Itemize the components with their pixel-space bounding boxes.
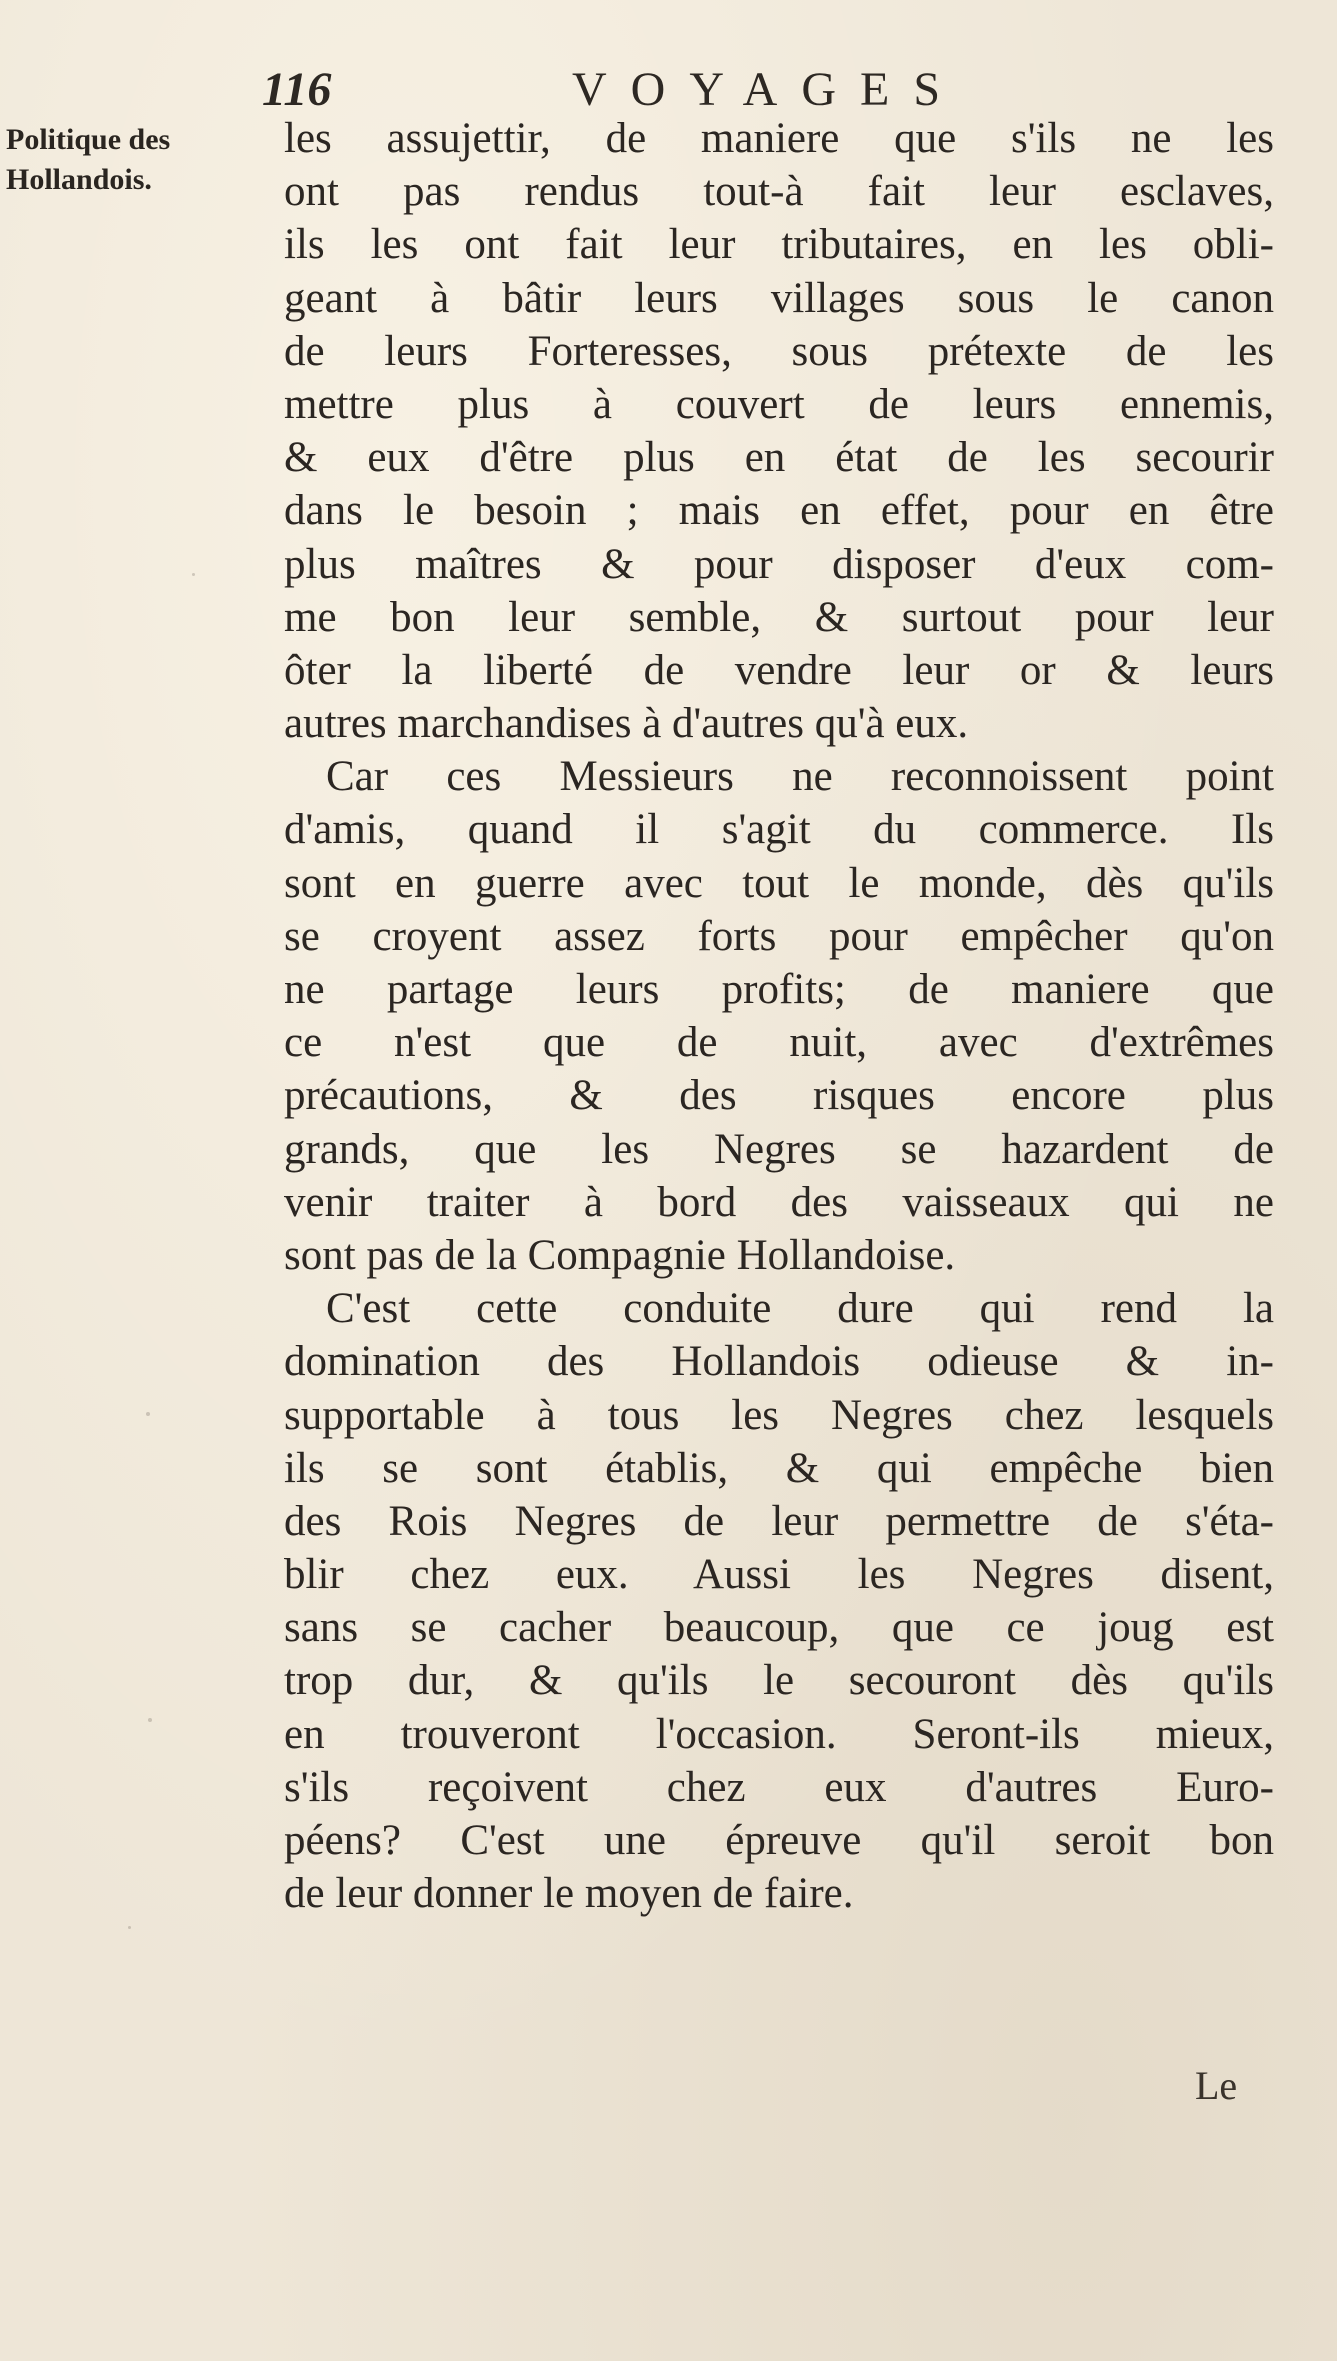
text-line: dans le besoin ; mais en effet, pour en être (284, 487, 1274, 535)
text-line: ils les ont fait leur tributaires, en les obli- (284, 221, 1274, 269)
page-number: 116 (262, 63, 332, 116)
text-line: ne partage leurs profits; de maniere que (284, 966, 1274, 1013)
catchword: Le (1195, 2063, 1238, 2108)
margin-note-line: Hollandois. (6, 163, 152, 196)
paper-speck (128, 1926, 131, 1929)
text-line: me bon leur semble, & surtout pour leur (284, 593, 1274, 641)
text-line: venir traiter à bord des vaisseaux qui ne (284, 1178, 1274, 1226)
margin-note (6, 120, 216, 200)
paper-speck (146, 1412, 150, 1416)
text-line: s'ils reçoivent chez eux d'autres Euro- (284, 1763, 1274, 1811)
text-line: de leur donner le moyen de faire. (284, 1870, 854, 1918)
text-line: de leurs Forteresses, sous prétexte de les (284, 327, 1274, 375)
text-line: les assujettir, de maniere que s'ils ne les (284, 115, 1274, 162)
text-line: en trouveront l'occasion. Seront-ils mieux, (284, 1710, 1274, 1758)
text-line: & eux d'être plus en état de les secourir (284, 434, 1274, 482)
margin-note-line: Politique des (6, 123, 171, 156)
text-line: sont en guerre avec tout le monde, dès qu'ils (284, 859, 1274, 907)
text-line: des Rois Negres de leur permettre de s'éta- (284, 1497, 1274, 1545)
text-line: se croyent assez forts pour empêcher qu'on (284, 912, 1274, 960)
text-line: sans se cacher beaucoup, que ce joug est (284, 1604, 1274, 1652)
body-text (284, 112, 1274, 1920)
paper-speck (192, 573, 195, 576)
text-line: péens? C'est une épreuve qu'il seroit bon (284, 1817, 1274, 1864)
text-line: geant à bâtir leurs villages sous le canon (284, 274, 1274, 322)
text-line: précautions, & des risques encore plus (284, 1072, 1274, 1120)
text-line: autres marchandises à d'autres qu'à eux. (284, 700, 969, 748)
paper-speck (148, 1718, 152, 1722)
text-line: sont pas de la Compagnie Hollandoise. (284, 1231, 956, 1279)
text-line: ont pas rendus tout-à fait leur esclaves, (284, 168, 1274, 216)
text-line: C'est cette conduite dure qui rend la (326, 1285, 1274, 1333)
running-title: VOYAGES (572, 63, 965, 116)
text-line: ce n'est que de nuit, avec d'extrêmes (284, 1019, 1274, 1067)
text-line: plus maîtres & pour disposer d'eux com- (284, 540, 1274, 588)
text-line: domination des Hollandois odieuse & in- (284, 1338, 1274, 1386)
text-line: d'amis, quand il s'agit du commerce. Ils (284, 806, 1274, 854)
text-line: ils se sont établis, & qui empêche bien (284, 1444, 1274, 1492)
text-line: ôter la liberté de vendre leur or & leurs (284, 646, 1274, 694)
text-line: blir chez eux. Aussi les Negres disent, (284, 1551, 1274, 1599)
text-line: supportable à tous les Negres chez lesquels (284, 1391, 1274, 1439)
text-line: grands, que les Negres se hazardent de (284, 1125, 1274, 1173)
text-line: Car ces Messieurs ne reconnoissent point (326, 753, 1274, 801)
text-line: mettre plus à couvert de leurs ennemis, (284, 380, 1274, 428)
text-line: trop dur, & qu'ils le secouront dès qu'ils (284, 1657, 1274, 1705)
